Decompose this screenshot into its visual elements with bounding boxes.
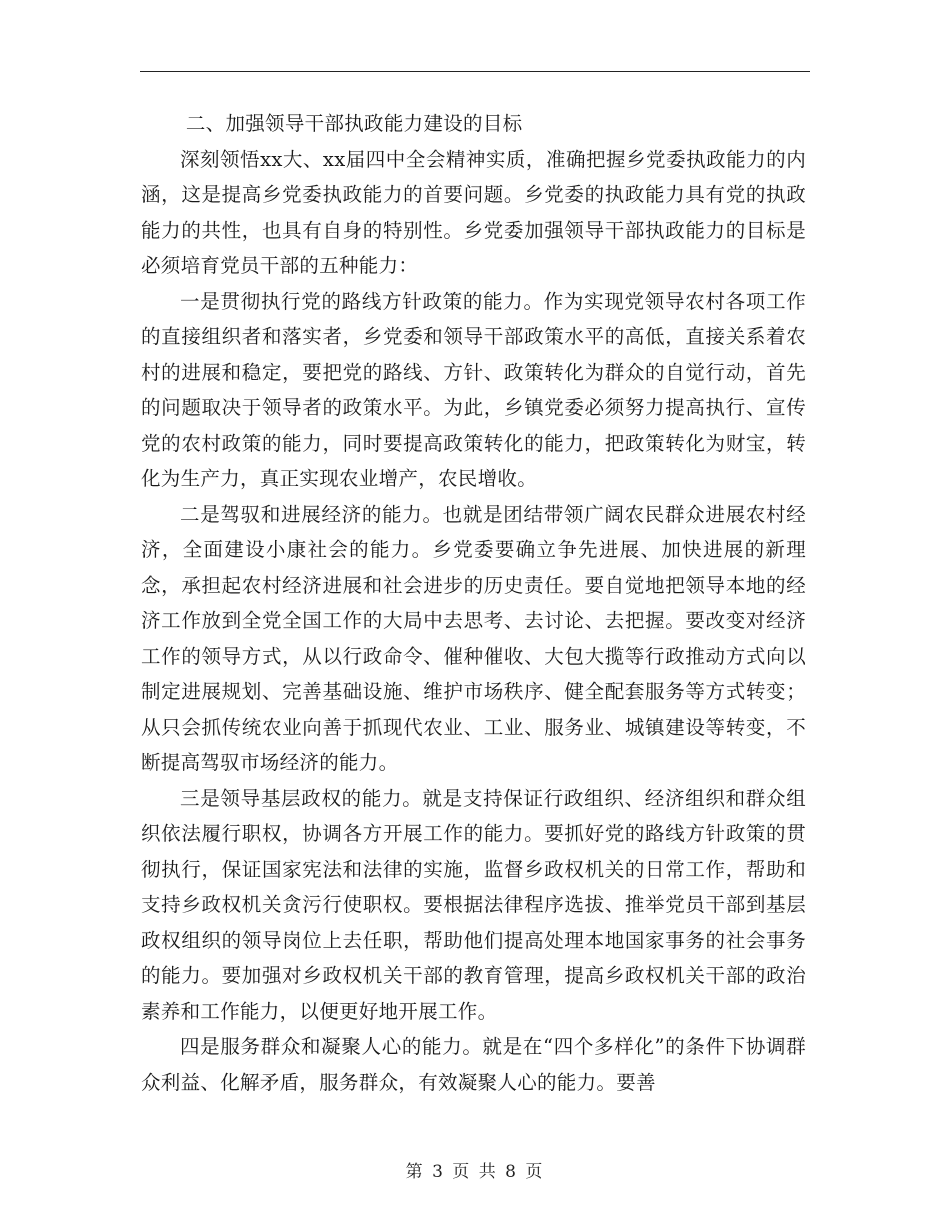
- page-number-footer: 第 3 页 共 8 页: [405, 1162, 545, 1182]
- paragraph-intro: 深刻领悟xx大、xx届四中全会精神实质，准确把握乡党委执政能力的内涵，这是提高乡党委执政能力的首要问题。乡党委的执政能力具有党的执政能力的共性，也具有自身的特别性。乡党委加强领导干部执政能力的目标是必须培育党员干部的五种能力：: [141, 147, 806, 277]
- paragraph-ability-1: 一是贯彻执行党的路线方针政策的能力。作为实现党领导农村各项工作的直接组织者和落实者，乡党委和领导干部政策水平的高低，直接关系着农村的进展和稳定，要把党的路线、方针、政策转化为群众的自觉行动，首先的问题取决于领导者的政策水平。为此，乡镇党委必须努力提高执行、宣传党的农村政策的能力，同时要提高政策转化的能力，把政策转化为财宝，转化为生产力，真正实现农业增产，农民增收。: [141, 289, 806, 490]
- document-body: [141, 106, 806, 1100]
- paragraph-ability-4: 四是服务群众和凝聚人心的能力。就是在“四个多样化”的条件下协调群众利益、化解矛盾，服务群众，有效凝聚人心的能力。要善: [141, 1035, 806, 1094]
- paragraph-ability-2: 二是驾驭和进展经济的能力。也就是团结带领广阔农民群众进展农村经济，全面建设小康社会的能力。乡党委要确立争先进展、加快进展的新理念，承担起农村经济进展和社会进步的历史责任。要自觉地把领导本地的经济工作放到全党全国工作的大局中去思考、去讨论、去把握。要改变对经济工作的领导方式，从以行政命令、催种催收、大包大揽等行政推动方式向以制定进展规划、完善基础设施、维护市场秩序、健全配套服务等方式转变；从只会抓传统农业向善于抓现代农业、工业、服务业、城镇建设等转变，不断提高驾驭市场经济的能力。: [141, 502, 806, 774]
- section-heading: 二、加强领导干部执政能力建设的目标: [185, 112, 523, 135]
- paragraph-ability-3: 三是领导基层政权的能力。就是支持保证行政组织、经济组织和群众组织依法履行职权，协调各方开展工作的能力。要抓好党的路线方针政策的贯彻执行，保证国家宪法和法律的实施，监督乡政权机关的日常工作，帮助和支持乡政权机关贪污行使职权。要根据法律程序选拔、推举党员干部到基层政权组织的领导岗位上去任职，帮助他们提高处理本地国家事务的社会事务的能力。要加强对乡政权机关干部的教育管理，提高乡政权机关干部的政治素养和工作能力，以便更好地开展工作。: [141, 786, 806, 1023]
- header-rule: [140, 71, 810, 72]
